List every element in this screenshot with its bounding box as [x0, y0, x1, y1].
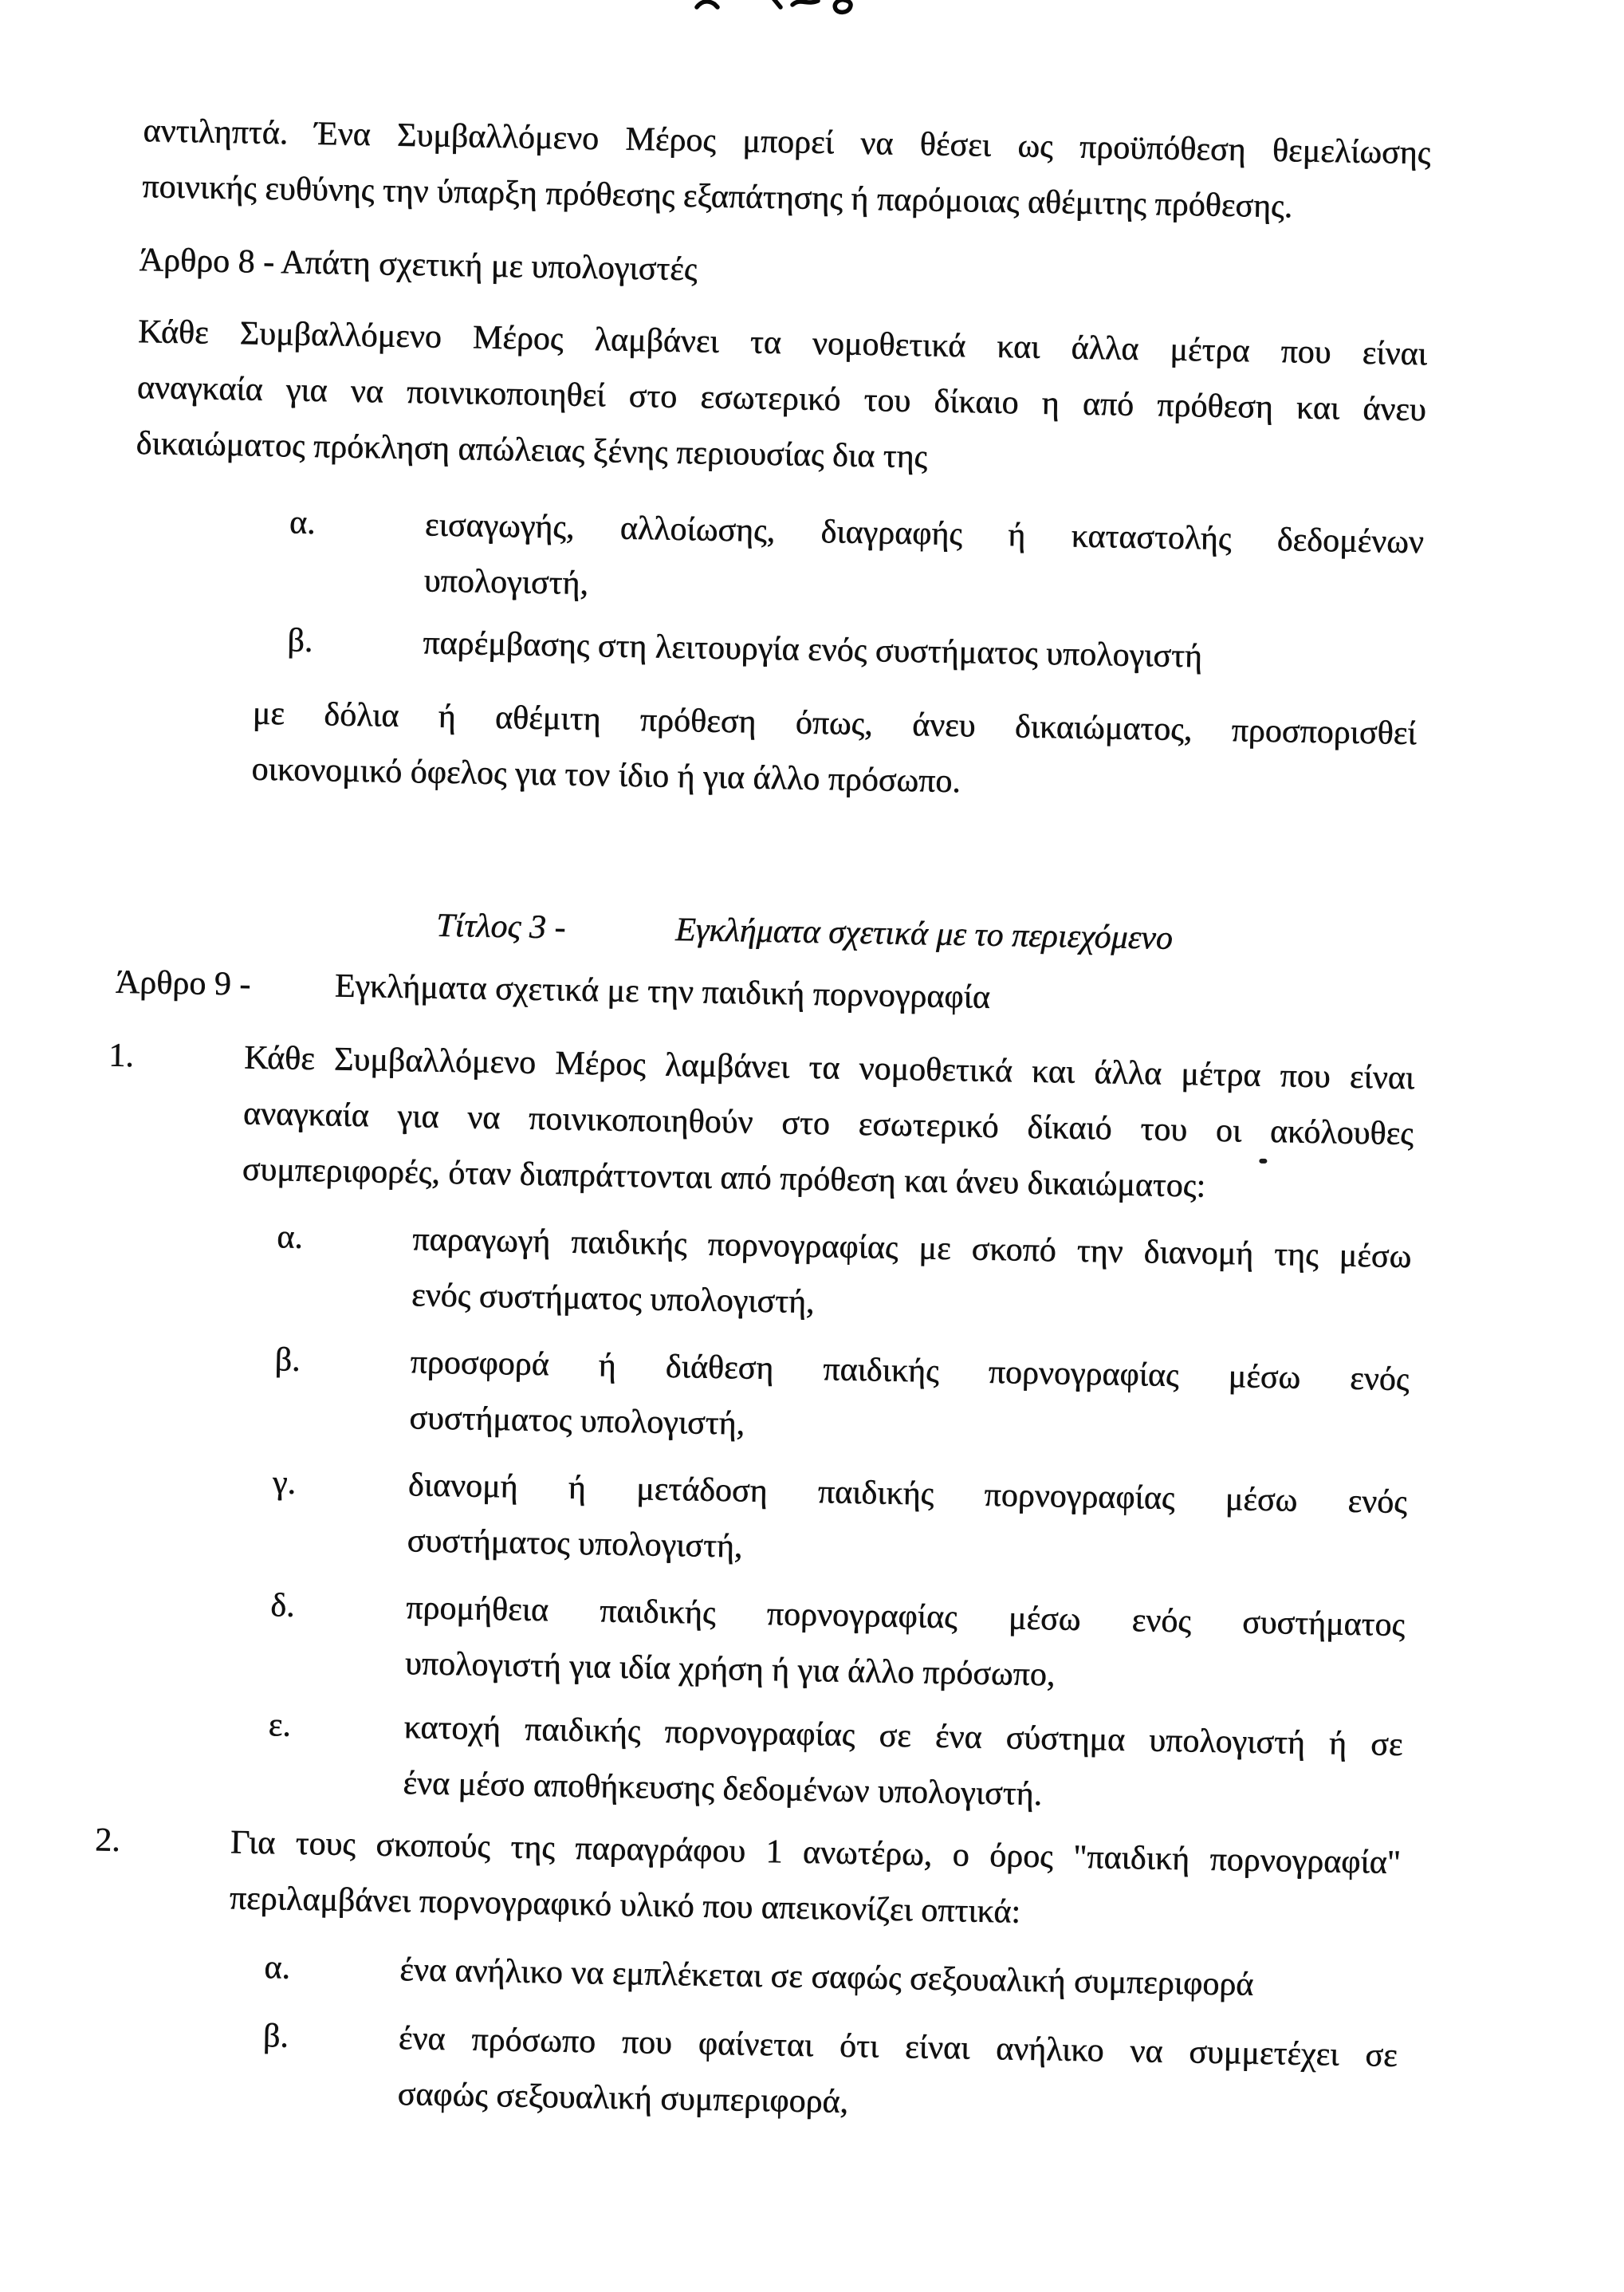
text-line: συστήματος υπολογιστή, [407, 1522, 743, 1565]
list-marker: α. [264, 1949, 291, 1987]
article-9-p1-item-c [271, 1455, 1407, 1586]
article-9-p2-item-a [264, 1940, 1399, 2015]
text-line: ένα μέσο αποθήκευσης δεδομένων υπολογιστή. [403, 1765, 1043, 1814]
list-item-text [397, 2010, 1398, 2140]
text-line: παραγωγή παιδικής πορνογραφίας με σκοπό την διανομή της μέσω [412, 1221, 1412, 1276]
text-line: αναγκαία για να ποινικοποιηθεί στο εσωτερικό του δίκαιο η από πρόθεση και άνευ [136, 369, 1427, 429]
list-item-text [403, 1699, 1403, 1829]
list-item-text [423, 497, 1424, 626]
list-item-text [405, 1580, 1406, 1709]
article-9-paragraph-2 [93, 1812, 1401, 1947]
text-line: ποινικής ευθύνης την ύπαρξη πρόθεσης εξαπάτησης ή παρόμοιας αθέμιτης πρόθεσης. [142, 168, 1293, 226]
list-marker: β. [274, 1341, 301, 1379]
article-9-p1-item-e [267, 1697, 1403, 1829]
text-line: συστήματος υπολογιστή, [409, 1400, 745, 1443]
text-line: περιλαμβάνει πορνογραφικό υλικό που απεικονίζει οπτικά: [229, 1880, 1021, 1931]
article-8-closing-paragraph [251, 686, 1417, 817]
text-line: προμήθεια παιδικής πορνογραφίας μέσω ενός συστήματος [406, 1589, 1406, 1644]
scan-speck [1259, 1159, 1267, 1164]
article-8-heading: Άρθρο 8 - Απάτη σχετική με υπολογιστές [139, 242, 698, 289]
list-marker: γ. [272, 1464, 297, 1502]
text-line: δικαιώματος πρόκληση απώλειας ξένης περιουσίας δια της [136, 425, 928, 476]
article-9-label: Άρθρο 9 - [115, 963, 251, 1003]
paragraph-number: 1. [108, 1037, 135, 1075]
text-line: συμπεριφορές, όταν διαπράττονται από πρόθεση και άνευ δικαιώματος: [242, 1151, 1206, 1205]
list-item-text [399, 1942, 1399, 2015]
list-marker: ε. [268, 1707, 292, 1744]
text-line: Κάθε Συμβαλλόμενο Μέρος λαμβάνει τα νομοθετικά και άλλα μέτρα που είναι [137, 313, 1428, 373]
text-line: Για τους σκοπούς της παραγράφου 1 ανωτέρω, ο όρος "παιδική πορνογραφία" [230, 1824, 1402, 1882]
text-line: ένα πρόσωπο που φαίνεται ότι είναι ανήλικο να συμμετέχει σε [398, 2020, 1398, 2074]
title-3-label: Τίτλος 3 - [435, 907, 567, 947]
article-8-item-b [287, 612, 1422, 688]
list-item-text [423, 615, 1422, 688]
article-9-paragraph-1 [106, 1028, 1414, 1219]
article-9-p2-item-b [261, 2008, 1398, 2140]
article-9-p1-item-a [276, 1209, 1412, 1341]
text-line: ένα ανήλικο να εμπλέκεται σε σαφώς σεξουαλική συμπεριφορά [399, 1951, 1254, 2003]
list-marker: β. [287, 622, 313, 660]
text-line: εισαγωγής, αλλοίωσης, διαγραφής ή καταστολής δεδομένων [424, 506, 1425, 561]
article-8-body [136, 304, 1427, 494]
list-item-text [409, 1334, 1410, 1463]
text-line: προσφορά ή διάθεση παιδικής πορνογραφίας μέσω ενός [410, 1344, 1410, 1399]
text-line: σαφώς σεξουαλική συμπεριφορά, [397, 2076, 849, 2121]
paragraph-text [242, 1030, 1414, 1219]
article-9-p1-item-b [273, 1332, 1410, 1463]
text-line: διανομή ή μετάδοση παιδικής πορνογραφίας μέσω ενός [407, 1467, 1408, 1522]
text-line: υπολογιστή, [423, 562, 589, 602]
list-item-text [411, 1211, 1412, 1341]
list-item-text [407, 1457, 1407, 1586]
list-marker: α. [289, 504, 317, 541]
paragraph-text [229, 1814, 1401, 1947]
text-line: ενός συστήματος υπολογιστή, [411, 1277, 816, 1321]
text-line: οικονομικό όφελος για τον ίδιο ή για άλλο πρόσωπο. [251, 750, 961, 801]
article-9-p1-item-d [269, 1577, 1406, 1709]
list-marker: δ. [270, 1587, 296, 1624]
list-marker: β. [262, 2018, 289, 2055]
text-line: αναγκαία για να ποινικοποιηθούν στο εσωτερικό δίκαιό του οι ακόλουθες [242, 1095, 1414, 1153]
article-9-title: Εγκλήματα σχετικά με την παιδική πορνογραφία [334, 967, 991, 1016]
text-line: κατοχή παιδικής πορνογραφίας σε ένα σύστημα υπολογιστή ή σε [403, 1709, 1404, 1764]
article-8-item-a [288, 494, 1424, 626]
title-3-text: Εγκλήματα σχετικά με το περιεχόμενο [674, 911, 1174, 957]
text-line: Κάθε Συμβαλλόμενο Μέρος λαμβάνει τα νομοθετικά και άλλα μέτρα που είναι [244, 1039, 1415, 1097]
list-marker: α. [277, 1219, 304, 1256]
paragraph-number: 2. [94, 1821, 121, 1859]
text-line: αντιληπτά. Ένα Συμβαλλόμενο Μέρος μπορεί να θέσει ως προϋπόθεση θεμελίωσης [143, 112, 1431, 172]
text-line: παρέμβασης στη λειτουργία ενός συστήματος υπολογιστή [423, 624, 1203, 675]
text-line: υπολογιστή για ιδία χρήση ή για άλλο πρόσωπο, [404, 1645, 1056, 1694]
text-line: με δόλια ή αθέμιτη πρόθεση όπως, άνευ δικαιώματος, προσπορισθεί [252, 695, 1418, 753]
intro-paragraph [142, 103, 1431, 237]
